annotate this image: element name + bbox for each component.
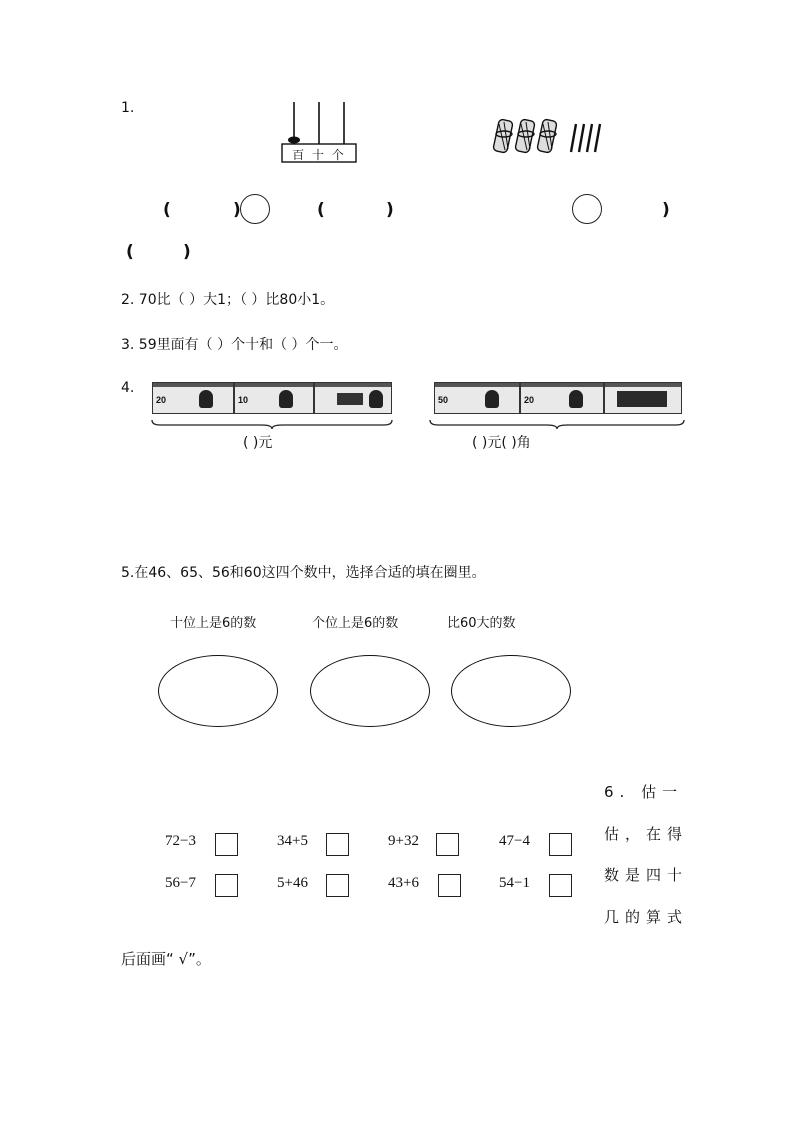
q6-text-tail: 后面画“ √”。: [121, 950, 211, 968]
q5-label-ones-six: 个位上是6的数: [312, 616, 399, 631]
check-box[interactable]: [215, 833, 238, 856]
answer-ellipse[interactable]: [310, 655, 430, 727]
check-box[interactable]: [549, 833, 572, 856]
q3-text: 3. 59里面有（ ）个十和（ ）个一。: [121, 337, 348, 353]
q5-text: 5.在46、65、56和60这四个数中，选择合适的填在圈里。: [121, 565, 486, 581]
q6-text-line: 6. 估一: [604, 783, 684, 801]
q5-label-greater-60: 比60大的数: [447, 616, 516, 631]
banknote-image: 50: [434, 382, 520, 414]
q6-text-line: 数是四十: [604, 866, 689, 884]
paren-open: (: [317, 200, 325, 220]
q6-text-line: 几的算式: [604, 908, 689, 926]
banknote-image: 20: [520, 382, 604, 414]
banknote-image: 20: [152, 382, 234, 414]
paren-open: (: [126, 242, 134, 262]
check-box[interactable]: [326, 833, 349, 856]
banknote-image: [604, 382, 682, 414]
expression: 47−4: [499, 833, 530, 849]
abacus-label: 百 十 个: [292, 148, 346, 162]
q5-label-tens-six: 十位上是6的数: [170, 616, 257, 631]
abacus-figure: [281, 98, 357, 164]
check-box[interactable]: [215, 874, 238, 897]
expression: 9+32: [388, 833, 419, 849]
brace-left: [150, 418, 394, 430]
check-box[interactable]: [436, 833, 459, 856]
paren-close: ): [662, 200, 670, 220]
stick-bundles-figure: [492, 116, 612, 156]
paren-open: (: [163, 200, 171, 220]
q6-text-line: 估，在得: [604, 825, 689, 843]
answer-ellipse[interactable]: [158, 655, 278, 727]
banknote-image: 10: [234, 382, 314, 414]
q4-left-answer: ( )元: [243, 435, 273, 451]
bundle-icon: [493, 119, 513, 153]
expression: 34+5: [277, 833, 308, 849]
check-box[interactable]: [438, 874, 461, 897]
banknote-image: [314, 382, 392, 414]
paren-close: ): [233, 200, 241, 220]
q2-text: 2. 70比（ ）大1；（ ）比80小1。: [121, 292, 335, 308]
expression: 43+6: [388, 875, 419, 891]
expression: 56−7: [165, 875, 196, 891]
answer-ellipse[interactable]: [451, 655, 571, 727]
paren-close: ): [386, 200, 394, 220]
q1-number: 1.: [121, 100, 135, 116]
q4-right-answer: ( )元( )角: [472, 435, 531, 451]
paren-close: ): [183, 242, 191, 262]
compare-circle[interactable]: [240, 194, 270, 224]
q4-number: 4.: [121, 380, 135, 396]
compare-circle[interactable]: [572, 194, 602, 224]
expression: 72−3: [165, 833, 196, 849]
expression: 54−1: [499, 875, 530, 891]
check-box[interactable]: [549, 874, 572, 897]
check-box[interactable]: [326, 874, 349, 897]
expression: 5+46: [277, 875, 308, 891]
brace-right: [428, 418, 686, 430]
